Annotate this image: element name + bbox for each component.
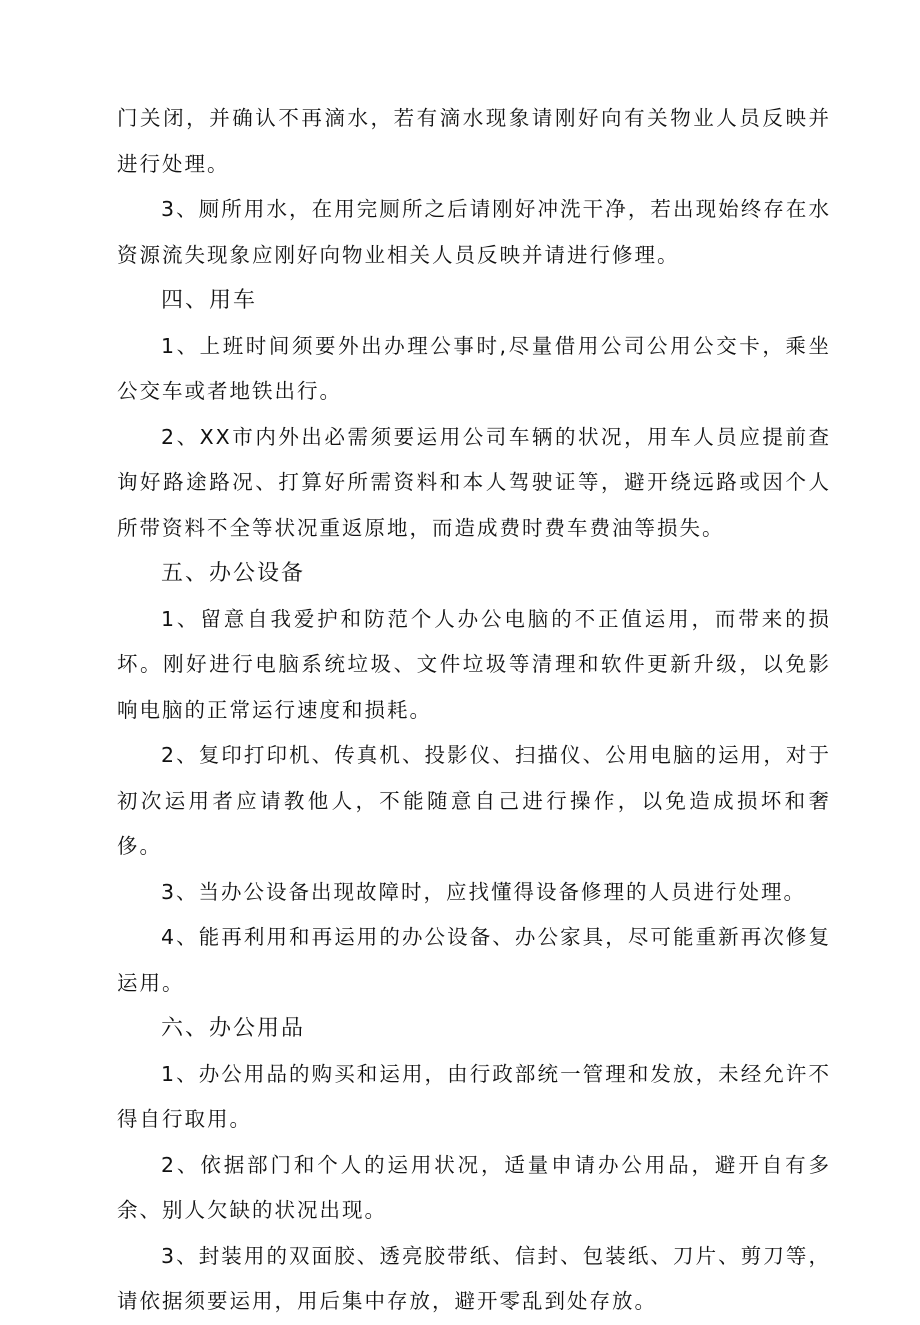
paragraph-supplies-2: 2、依据部门和个人的运用状况，适量申请办公用品，避开自有多余、别人欠缺的状况出现。	[117, 1152, 831, 1222]
paragraph-equipment-4: 4、能再利用和再运用的办公设备、办公家具，尽可能重新再次修复运用。	[117, 925, 831, 995]
paragraph-equipment-3: 3、当办公设备出现故障时，应找懂得设备修理的人员进行处理。	[161, 879, 807, 904]
paragraph-vehicle-2: 2、XX市内外出必需须要运用公司车辆的状况，用车人员应提前查询好路途路况、打算好所需资料和本人驾驶证等，避开绕远路或因个人所带资料不全等状况重返原地，而造成费时费车费油等损失。	[117, 424, 831, 540]
paragraph-equipment-2: 2、复印打印机、传真机、投影仪、扫描仪、公用电脑的运用，对于初次运用者应请教他人，不能随意自己进行操作，以免造成损坏和奢侈。	[117, 743, 831, 858]
paragraph-supplies-1: 1、办公用品的购买和运用，由行政部统一管理和发放，未经允许不得自行取用。	[117, 1061, 831, 1131]
paragraph-equipment-1: 1、留意自我爱护和防范个人办公电脑的不正值运用，而带来的损坏。刚好进行电脑系统垃圾、文件垃圾等清理和软件更新升级，以免影响电脑的正常运行速度和损耗。	[117, 606, 831, 722]
paragraph-water-closing: 门关闭，并确认不再滴水，若有滴水现象请刚好向有关物业人员反映并进行处理。	[117, 106, 831, 176]
section-heading-office-supplies: 六、办公用品	[161, 1016, 306, 1041]
paragraph-vehicle-1: 1、上班时间须要外出办理公事时,尽量借用公司公用公交卡，乘坐公交车或者地铁出行。	[117, 333, 831, 403]
paragraph-supplies-3: 3、封装用的双面胶、透亮胶带纸、信封、包装纸、刀片、剪刀等，请依据须要运用，用后集中存放，避开零乱到处存放。	[117, 1243, 831, 1313]
document-body	[117, 96, 831, 1325]
section-heading-office-equipment: 五、办公设备	[161, 561, 306, 586]
section-heading-vehicle: 四、用车	[161, 288, 258, 313]
paragraph-toilet-water: 3、厕所用水，在用完厕所之后请刚好冲洗干净，若出现始终存在水资源流失现象应刚好向物业相关人员反映并请进行修理。	[117, 197, 831, 267]
